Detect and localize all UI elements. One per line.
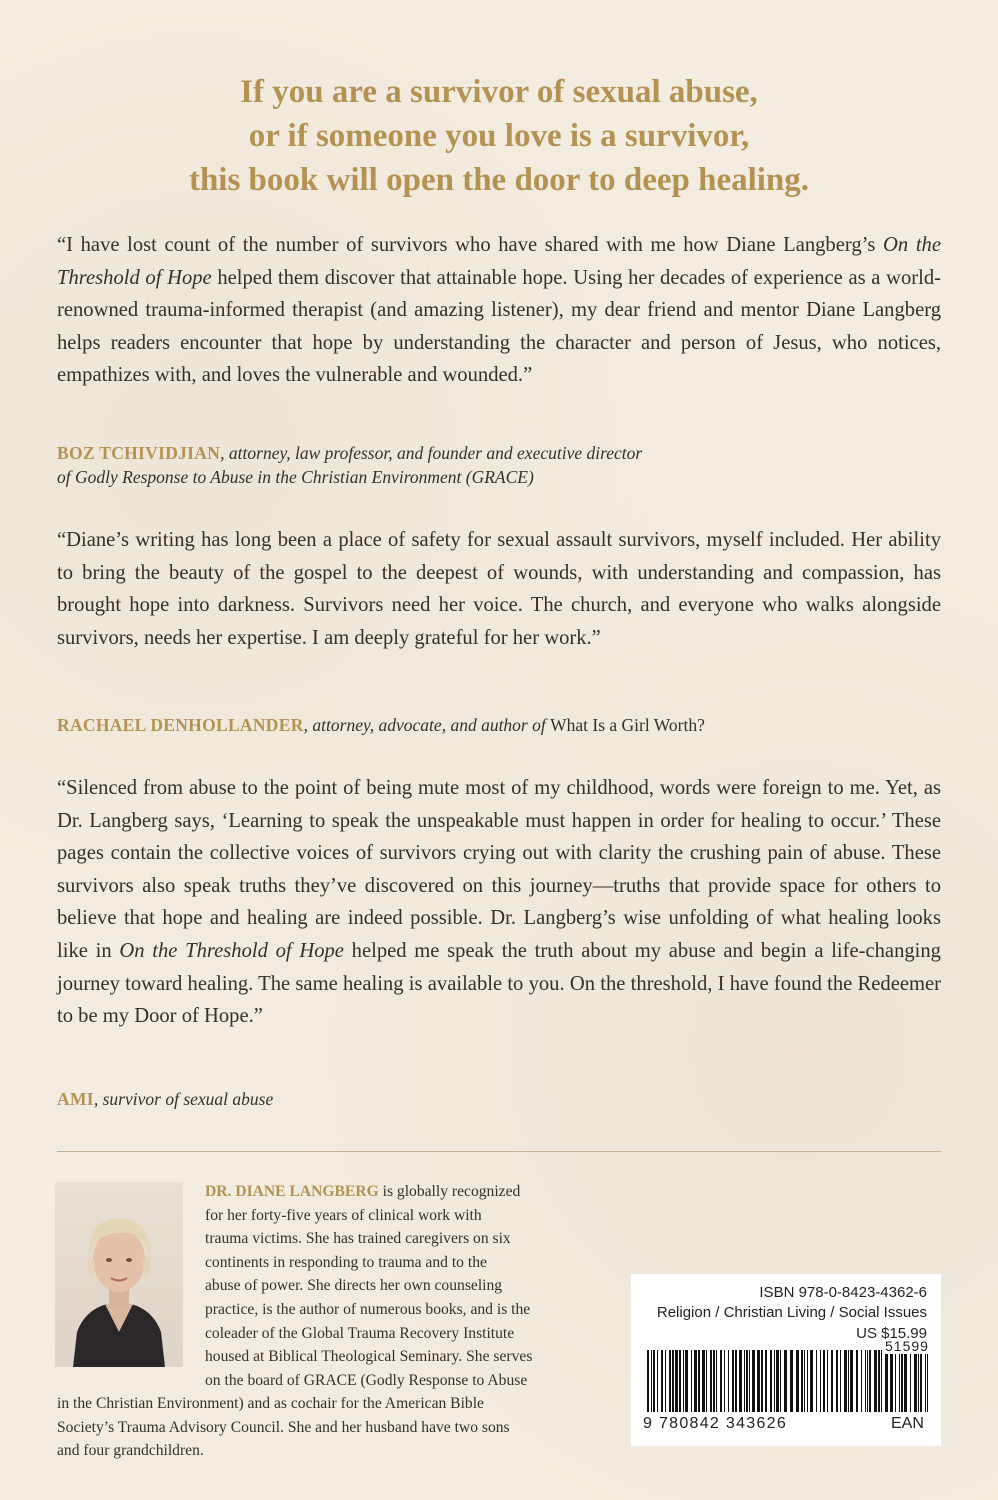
endorser-name: BOZ TCHIVIDJIAN bbox=[57, 443, 221, 463]
divider bbox=[57, 1151, 941, 1152]
endorsement-quote-1: “I have lost count of the number of survivors who have shared with me how Diane Langberg’s On the Threshold of Hope helped them discover that attainable hope. Using her decades of experience as a world-renowned trauma-informed therapist (and amazing listener), my dear friend and mentor Diane Langberg helps readers encounter that hope by understanding the character and person of Jesus, who notices, empathizes with, and loves the vulnerable and wounded.” bbox=[57, 234, 941, 387]
book-title: On the Threshold of Hope bbox=[119, 939, 344, 962]
headline-line-1: If you are a survivor of sexual abuse, bbox=[240, 74, 758, 110]
endorsement-attribution-2: RACHAEL DENHOLLANDER, attorney, advocate, and author of What Is a Girl Worth? bbox=[57, 715, 705, 735]
barcode-icon bbox=[647, 1350, 883, 1412]
isbn: ISBN 978-0-8423-4362-6 bbox=[759, 1284, 927, 1301]
headline-line-2: or if someone you love is a survivor, bbox=[248, 118, 750, 154]
endorser-name: RACHAEL DENHOLLANDER bbox=[57, 715, 304, 735]
barcode-digits: 9 780842 343626 bbox=[643, 1415, 788, 1432]
barcode-block bbox=[631, 1274, 941, 1446]
author-bio-top: DR. DIANE LANGBERG is globally recognized for her forty-five years of clinical work with trauma victims. She has trained caregivers on six continents in responding to trauma and to the abuse of power. She directs her own counseling practice, is the author of numerous books, and is the coleader of the Global Trauma Recovery Institute housed at Biblical Theological Seminary. She serves on the board of GRACE (Godly Response to Abuse bbox=[205, 1183, 533, 1389]
endorsement-attribution-1: BOZ TCHIVIDJIAN, attorney, law professor, and founder and executive director of Godly Response to Abuse in the Christian Environment (GRACE) bbox=[57, 443, 643, 487]
author-name: DR. DIANE LANGBERG bbox=[205, 1183, 379, 1200]
category: Religion / Christian Living / Social Issues bbox=[656, 1304, 927, 1321]
price-barcode-icon bbox=[885, 1354, 929, 1412]
author-photo bbox=[55, 1182, 183, 1367]
book-title: On the Threshold of Hope bbox=[57, 234, 941, 289]
price-code: 51599 bbox=[885, 1338, 929, 1354]
book-title: What Is a Girl Worth? bbox=[550, 715, 705, 735]
headline bbox=[0, 70, 998, 202]
endorsement-attribution-3: AMI, survivor of sexual abuse bbox=[57, 1089, 274, 1109]
author-bio-bottom: in the Christian Environment) and as cochair for the American Bible Society’s Trauma Advisory Council. She and her husband have two sons and four grandchildren. bbox=[57, 1395, 510, 1460]
endorsement-quote-2: “Diane’s writing has long been a place of safety for sexual assault survivors, myself included. Her ability to bring the beauty of the gospel to the deepest of wounds, with understanding and compassion, has brought hope into darkness. Survivors need her voice. The church, and everyone who walks alongside survivors, needs her expertise. I am deeply grateful for her work.” bbox=[57, 529, 941, 649]
ean-label: EAN bbox=[891, 1415, 924, 1432]
headline-line-3: this book will open the door to deep healing. bbox=[188, 162, 810, 198]
price: US $15.99 bbox=[856, 1325, 927, 1342]
endorsement-quote-3: “Silenced from abuse to the point of being mute most of my childhood, words were foreign to me. Yet, as Dr. Langberg says, ‘Learning to speak the unspeakable must happen in order for healing to occur.’ These pages contain the collective voices of survivors crying out with clarity the crushing pain of abuse. These survivors also speak truths they’ve discovered on this journey—truths that provide space for others to believe that hope and healing are indeed possible. Dr. Langberg’s wise unfolding of what healing looks like in On the Threshold of Hope helped me speak the truth about my abuse and begin a life-changing journey toward healing. The same healing is available to you. On the threshold, I have found the Redeemer to be my Door of Hope.” bbox=[57, 777, 941, 1028]
endorser-name: AMI bbox=[57, 1089, 94, 1109]
